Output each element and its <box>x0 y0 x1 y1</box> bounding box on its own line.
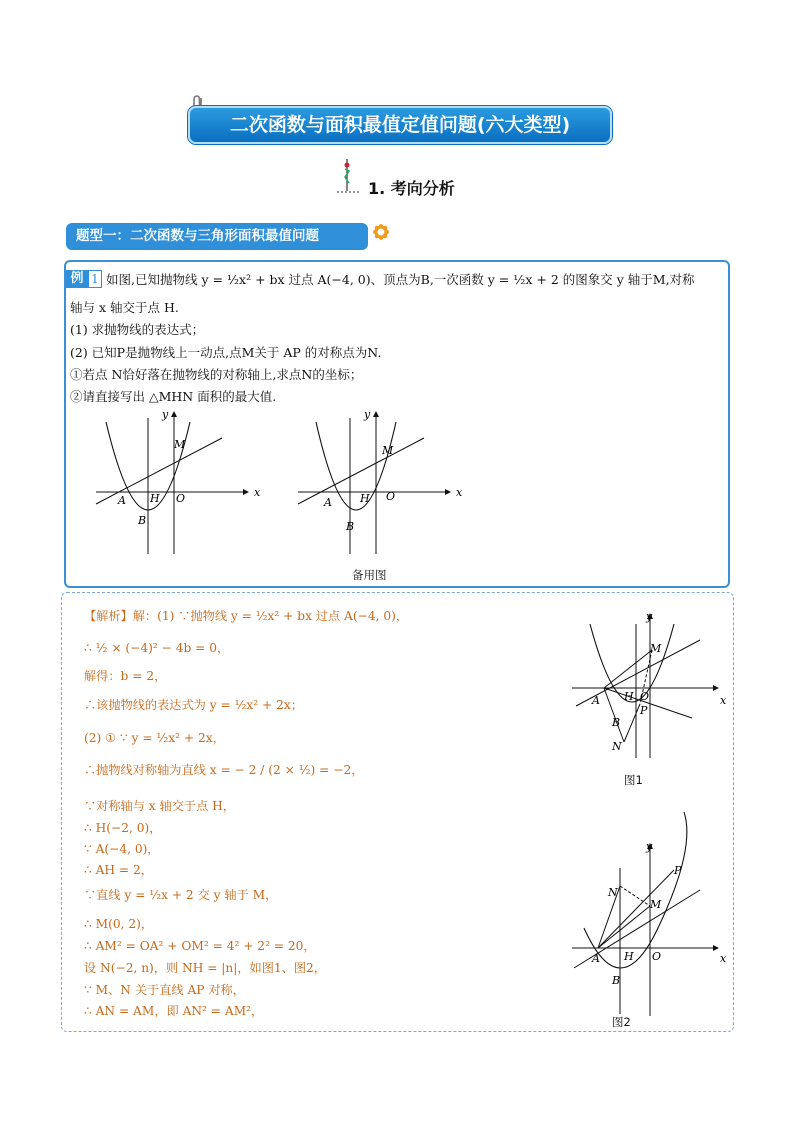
solution-line-3: 解得：b = 2， <box>84 669 167 683</box>
spare-figure <box>294 408 464 560</box>
fig-x-label: x <box>254 486 261 499</box>
spare-y-label: y <box>364 408 371 421</box>
s2-a-label: A <box>592 952 600 965</box>
climber-icon <box>335 157 361 195</box>
fig-h-label: H <box>150 492 160 505</box>
solution-figure-2-caption: 图2 <box>612 1015 631 1029</box>
fig-o-label: O <box>176 492 186 505</box>
solution-figure-2 <box>570 808 730 1018</box>
s2-b-label: B <box>612 974 621 987</box>
s1-p-label: P <box>640 704 648 717</box>
s1-o-label: O <box>640 690 650 703</box>
solution-line-12: ∴ M(0, 2)， <box>84 917 154 931</box>
example-line-1: 如图,已知抛物线 y = ½x² + bx 过点 A(−4, 0)、顶点为B,一次函数 y = ½x + 2 的图象交 y 轴于M,对称 <box>106 272 695 287</box>
solution-line-14: 设 N(−2, n)，则 NH = |n|，如图1、图2， <box>84 961 326 975</box>
spare-m-label: M <box>382 444 394 457</box>
question-2b: ②请直接写出 △MHN 面积的最大值. <box>70 389 277 404</box>
question-2: (2) 已知P是抛物线上一动点,点M关于 AP 的对称点为N. <box>70 345 382 360</box>
s2-o-label: O <box>652 950 662 963</box>
s2-m-label: M <box>650 898 662 911</box>
solution-figure-1 <box>570 610 730 760</box>
solution-line-5: (2) ① ∵ y = ½x² + 2x， <box>84 731 225 745</box>
s2-h-label: H <box>624 950 634 963</box>
solution-line-7: ∵对称轴与 x 轴交于点 H， <box>84 799 235 813</box>
s1-a-label: A <box>592 694 600 707</box>
page-title: 二次函数与面积最值定值问题(六大类型) <box>188 106 612 144</box>
example-number: 1 <box>88 270 102 288</box>
solution-line-13: ∴ AM² = OA² + OM² = 4² + 2² = 20， <box>84 939 316 953</box>
s1-m-label: M <box>650 642 662 655</box>
question-1: (1) 求抛物线的表达式； <box>70 322 205 337</box>
solution-line-11: ∵直线 y = ½x + 2 交 y 轴于 M， <box>84 888 278 902</box>
solution-line-1: 解：(1) ∵抛物线 y = ½x² + bx 过点 A(−4, 0)， <box>132 609 409 623</box>
section-heading: 1. 考向分析 <box>368 179 455 198</box>
example-badge: 例 <box>66 270 88 288</box>
fig-b-label: B <box>138 514 147 527</box>
solution-line-6: ∴抛物线对称轴为直线 x = − 2 / (2 × ½) = −2， <box>84 763 364 777</box>
s2-x-label: x <box>720 952 727 965</box>
spare-x-label: x <box>456 486 463 499</box>
s2-p-label: P <box>674 864 682 877</box>
solution-line-16: ∴ AN = AM，即 AN² = AM²， <box>84 1004 264 1018</box>
s2-y-label: y <box>646 840 653 853</box>
s2-n-label: N <box>608 886 618 899</box>
fig-m-label: M <box>174 438 186 451</box>
s1-y-label: y <box>646 610 653 623</box>
solution-line-9: ∵ A(−4, 0)， <box>84 842 160 856</box>
type-tag: 题型一：二次函数与三角形面积最值问题 <box>66 223 368 250</box>
example-line-2: 轴与 x 轴交于点 H. <box>70 300 179 315</box>
fig-y-label: y <box>162 408 169 421</box>
spare-b-label: B <box>346 520 355 533</box>
spare-figure-caption: 备用图 <box>352 568 387 582</box>
s1-b-label: B <box>612 716 621 729</box>
s1-n-label: N <box>612 740 622 753</box>
solution-line-2: ∴ ½ × (−4)² − 4b = 0， <box>84 641 230 655</box>
s1-x-label: x <box>720 694 727 707</box>
solution-line-8: ∴ H(−2, 0)， <box>84 821 162 835</box>
s1-h-label: H <box>624 690 634 703</box>
spare-a-label: A <box>324 496 332 509</box>
fig-a-label: A <box>118 494 126 507</box>
spare-o-label: O <box>386 490 396 503</box>
solution-line-15: ∵ M、N 关于直线 AP 对称， <box>84 983 245 997</box>
spare-h-label: H <box>360 492 370 505</box>
solution-line-10: ∴ AH = 2， <box>84 863 153 877</box>
question-2a: ①若点 N恰好落在抛物线的对称轴上,求点N的坐标； <box>70 367 363 382</box>
solution-head: 【解析】 <box>84 609 133 623</box>
solution-line-4: ∴该抛物线的表达式为 y = ½x² + 2x； <box>84 698 303 712</box>
example-figure <box>92 408 262 560</box>
solution-figure-1-caption: 图1 <box>624 773 643 787</box>
flower-icon <box>366 217 396 247</box>
